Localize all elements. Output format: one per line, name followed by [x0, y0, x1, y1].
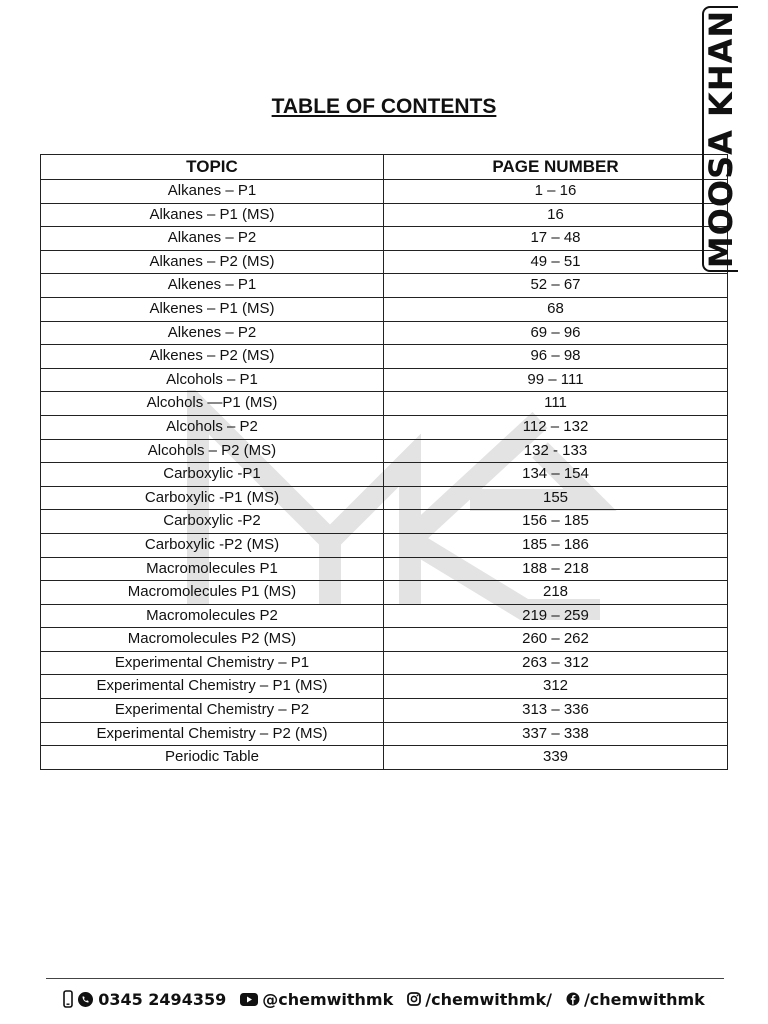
table-header-row [41, 155, 728, 180]
phone-contact [63, 990, 226, 1009]
table-body [41, 180, 728, 770]
page-number-cell: 339 [384, 746, 728, 770]
topic-cell: Carboxylic -P1 [41, 463, 384, 487]
page-number-cell: 337 – 338 [384, 722, 728, 746]
topic-cell: Alcohols – P1 [41, 368, 384, 392]
topic-cell: Alkanes – P2 (MS) [41, 250, 384, 274]
topic-cell: Alcohols – P2 (MS) [41, 439, 384, 463]
topic-cell: Macromolecules P1 [41, 557, 384, 581]
youtube-contact [240, 990, 393, 1009]
topic-cell: Alkanes – P1 [41, 180, 384, 204]
page-number-cell: 112 – 132 [384, 415, 728, 439]
topic-cell: Carboxylic -P1 (MS) [41, 486, 384, 510]
table-row [41, 368, 728, 392]
table-row [41, 250, 728, 274]
contents-table [40, 154, 728, 770]
table-row [41, 439, 728, 463]
page-number-cell: 155 [384, 486, 728, 510]
footer-contacts [0, 988, 768, 1010]
table-row [41, 557, 728, 581]
table-row [41, 533, 728, 557]
table-row [41, 651, 728, 675]
page-number-cell: 52 – 67 [384, 274, 728, 298]
page-title: TABLE OF CONTENTS [271, 95, 497, 118]
topic-cell: Alcohols – P2 [41, 415, 384, 439]
page-number-cell: 263 – 312 [384, 651, 728, 675]
topic-cell: Alkenes – P1 [41, 274, 384, 298]
topic-cell: Alkanes – P2 [41, 227, 384, 251]
table-row [41, 463, 728, 487]
table-row [41, 510, 728, 534]
page-number-cell: 132 - 133 [384, 439, 728, 463]
page-number-cell: 218 [384, 581, 728, 605]
author-side-tag [702, 6, 738, 272]
topic-cell: Alkenes – P2 (MS) [41, 345, 384, 369]
table-row [41, 345, 728, 369]
topic-cell: Macromolecules P2 [41, 604, 384, 628]
phone-number[interactable]: 0345 2494359 [98, 989, 227, 1009]
whatsapp-icon [77, 991, 94, 1008]
page-number-cell: 219 – 259 [384, 604, 728, 628]
table-row [41, 628, 728, 652]
table-row [41, 180, 728, 204]
topic-cell: Experimental Chemistry – P2 (MS) [41, 722, 384, 746]
topic-cell: Macromolecules P1 (MS) [41, 581, 384, 605]
table-row [41, 297, 728, 321]
page-number-cell: 260 – 262 [384, 628, 728, 652]
page-number-cell: 185 – 186 [384, 533, 728, 557]
topic-cell: Carboxylic -P2 [41, 510, 384, 534]
youtube-icon [240, 993, 258, 1006]
page-number-cell: 188 – 218 [384, 557, 728, 581]
header-topic: TOPIC [41, 155, 384, 180]
page-number-cell: 1 – 16 [384, 180, 728, 204]
table-row [41, 415, 728, 439]
facebook-handle[interactable]: /chemwithmk [583, 989, 705, 1009]
topic-cell: Alcohols —P1 (MS) [41, 392, 384, 416]
table-row [41, 486, 728, 510]
header-page-number: PAGE NUMBER [384, 155, 728, 180]
topic-cell: Macromolecules P2 (MS) [41, 628, 384, 652]
table-row [41, 699, 728, 723]
page-number-cell: 69 – 96 [384, 321, 728, 345]
page-number-cell: 68 [384, 297, 728, 321]
topic-cell: Experimental Chemistry – P1 (MS) [41, 675, 384, 699]
topic-cell: Carboxylic -P2 (MS) [41, 533, 384, 557]
topic-cell: Periodic Table [41, 746, 384, 770]
page-number-cell: 134 – 154 [384, 463, 728, 487]
table-row [41, 321, 728, 345]
table-row [41, 581, 728, 605]
footer-divider [46, 978, 724, 979]
page-number-cell: 111 [384, 392, 728, 416]
author-name: MOOSA KHAN [702, 9, 740, 269]
table-row [41, 227, 728, 251]
table-row [41, 392, 728, 416]
page-number-cell: 313 – 336 [384, 699, 728, 723]
facebook-icon [566, 992, 580, 1006]
page-number-cell: 99 – 111 [384, 368, 728, 392]
youtube-handle[interactable]: @chemwithmk [262, 989, 394, 1009]
topic-cell: Experimental Chemistry – P1 [41, 651, 384, 675]
page-number-cell: 49 – 51 [384, 250, 728, 274]
table-row [41, 604, 728, 628]
topic-cell: Alkanes – P1 (MS) [41, 203, 384, 227]
page-number-cell: 156 – 185 [384, 510, 728, 534]
table-row [41, 274, 728, 298]
page-number-cell: 312 [384, 675, 728, 699]
topic-cell: Experimental Chemistry – P2 [41, 699, 384, 723]
instagram-icon [407, 992, 421, 1006]
instagram-contact [407, 990, 552, 1009]
mobile-phone-icon [63, 990, 73, 1008]
topic-cell: Alkenes – P2 [41, 321, 384, 345]
topic-cell: Alkenes – P1 (MS) [41, 297, 384, 321]
page-number-cell: 17 – 48 [384, 227, 728, 251]
table-row [41, 203, 728, 227]
table-row [41, 722, 728, 746]
page-number-cell: 16 [384, 203, 728, 227]
page-number-cell: 96 – 98 [384, 345, 728, 369]
facebook-contact [566, 990, 705, 1009]
instagram-handle[interactable]: /chemwithmk/ [425, 989, 552, 1009]
table-row [41, 675, 728, 699]
table-row [41, 746, 728, 770]
